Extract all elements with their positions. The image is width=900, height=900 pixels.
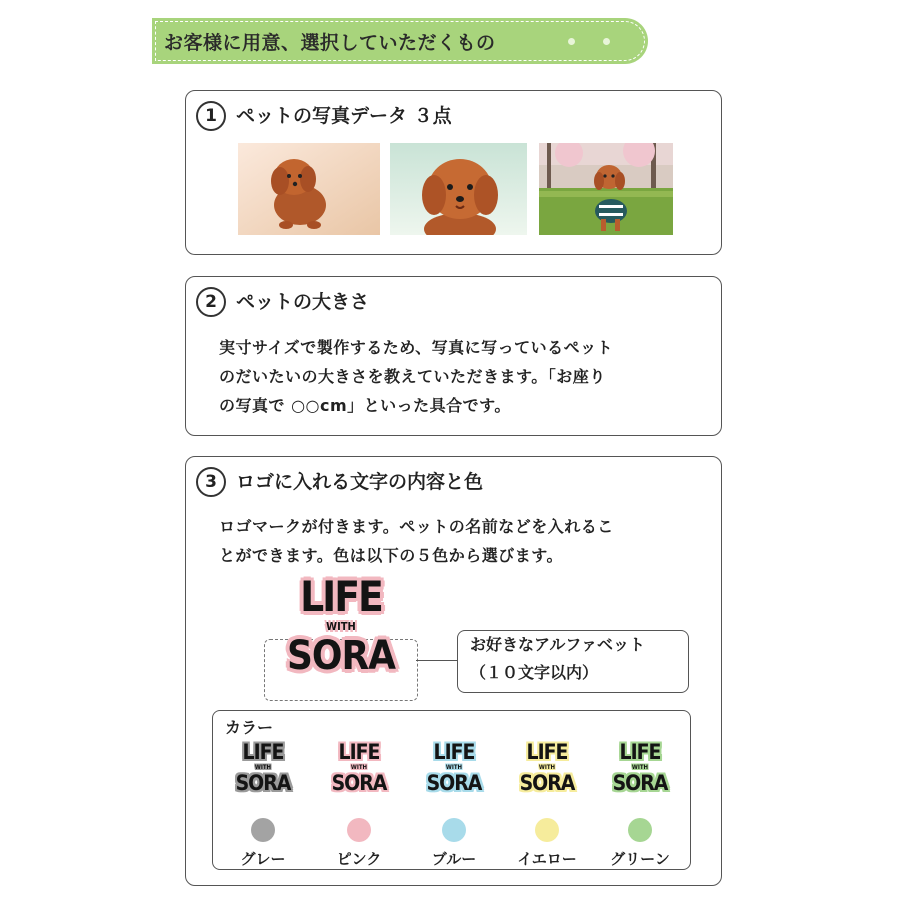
color-label: ブルー bbox=[431, 850, 477, 868]
text-line: ロゴマークが付きます。ペットの名前などを入れるこ bbox=[219, 517, 614, 536]
logo-line-with: WITH bbox=[631, 764, 649, 771]
color-options bbox=[212, 710, 691, 870]
logo-line-life: LIFE bbox=[300, 572, 382, 621]
section-heading: ペットの大きさ bbox=[236, 291, 370, 313]
section-heading: ペットの写真データ ３点 bbox=[236, 105, 452, 127]
logo-line-life: LIFE bbox=[526, 740, 568, 764]
color-label: グレー bbox=[240, 850, 286, 868]
color-logo-sample bbox=[414, 741, 494, 795]
logo-line-sora: SORA bbox=[286, 633, 396, 679]
logo-line-with: WITH bbox=[326, 620, 356, 633]
color-logo-sample bbox=[319, 741, 399, 795]
section-photos bbox=[185, 90, 722, 255]
callout-leader-line bbox=[416, 660, 457, 661]
logo-line-with: WITH bbox=[538, 764, 556, 771]
text-line: とができます。色は以下の５色から選びます。 bbox=[219, 546, 563, 565]
color-swatch[interactable] bbox=[628, 818, 652, 842]
pet-photo-sitting bbox=[238, 143, 380, 235]
banner-dot-icon bbox=[568, 38, 575, 45]
section-number: 1 bbox=[196, 101, 226, 131]
color-swatch[interactable] bbox=[442, 818, 466, 842]
text-line: のだいたいの大きさを教えていただきます。「お座り bbox=[219, 367, 606, 386]
color-label: グリーン bbox=[610, 850, 670, 868]
logo-line-sora: SORA bbox=[612, 771, 668, 795]
color-label: イエロー bbox=[517, 850, 577, 868]
color-swatch[interactable] bbox=[535, 818, 559, 842]
logo-line-life: LIFE bbox=[619, 740, 661, 764]
section-pet-size bbox=[185, 276, 722, 436]
logo-line-life: LIFE bbox=[338, 740, 380, 764]
section-number: 3 bbox=[196, 467, 226, 497]
callout-line: お好きなアルファベット bbox=[470, 635, 646, 654]
pet-photo-park bbox=[539, 143, 673, 235]
pet-size-description bbox=[219, 333, 613, 420]
color-label: ピンク bbox=[336, 850, 382, 868]
banner-dot-icon bbox=[603, 38, 610, 45]
color-logo-sample bbox=[600, 741, 680, 795]
alphabet-callout bbox=[457, 630, 689, 693]
logo-line-with: WITH bbox=[350, 764, 368, 771]
color-logo-sample bbox=[507, 741, 587, 795]
section-heading: ロゴに入れる文字の内容と色 bbox=[236, 471, 484, 493]
section-number: 2 bbox=[196, 287, 226, 317]
logo-mark-sample bbox=[262, 574, 420, 678]
logo-line-with: WITH bbox=[445, 764, 463, 771]
color-swatch[interactable] bbox=[347, 818, 371, 842]
text-line: の写真で ○○cm」といった具合です。 bbox=[219, 396, 511, 415]
logo-line-sora: SORA bbox=[235, 771, 291, 795]
banner-title: お客様に用意、選択していただくもの bbox=[164, 32, 496, 54]
logo-description bbox=[219, 512, 614, 570]
logo-line-life: LIFE bbox=[242, 740, 284, 764]
logo-line-with: WITH bbox=[254, 764, 272, 771]
logo-line-sora: SORA bbox=[519, 771, 575, 795]
logo-line-sora: SORA bbox=[331, 771, 387, 795]
pet-photo-face bbox=[390, 143, 527, 235]
logo-line-sora: SORA bbox=[426, 771, 482, 795]
section-banner bbox=[152, 18, 648, 64]
text-line: 実寸サイズで製作するため、写真に写っているペット bbox=[219, 338, 614, 357]
callout-line: （１０文字以内） bbox=[470, 663, 599, 682]
color-options-title: カラー bbox=[225, 718, 274, 737]
color-logo-sample bbox=[223, 741, 303, 795]
color-swatch[interactable] bbox=[251, 818, 275, 842]
logo-line-life: LIFE bbox=[433, 740, 475, 764]
